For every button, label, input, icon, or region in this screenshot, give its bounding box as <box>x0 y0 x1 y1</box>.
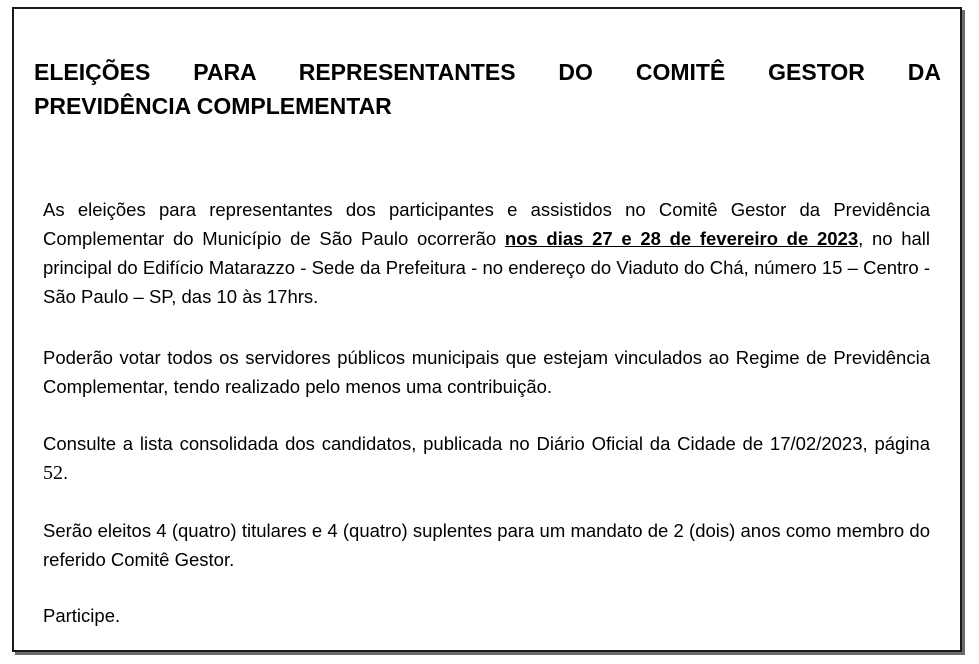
candidate-list-end: . <box>63 462 69 483</box>
notice-frame <box>12 7 962 652</box>
election-location-text: , no hall principal do Edifício Matarazzo - Sede da Prefeitura - no endereço do Viaduto do Chá, número 15 – Centro - São Paulo – SP, das 10 às 17hrs. <box>43 228 931 307</box>
election-dates-intro: As eleições para representantes dos participantes e assistidos no Comitê Gestor da Previdência Complementar do Município de São Paulo ocorrerão <box>43 199 930 249</box>
election-dates-highlight: nos dias 27 e 28 de fevereiro de 2023 <box>504 228 859 249</box>
candidate-list-paragraph <box>43 429 930 488</box>
voter-eligibility-paragraph: Poderão votar todos os servidores públicos municipais que estejam vinculados ao Regime de Previdência Complementar, tendo realizado pelo menos uma contribuição. <box>43 347 930 397</box>
elected-members-paragraph: Serão eleitos 4 (quatro) titulares e 4 (quatro) suplentes para um mandato de 2 (dois) anos como membro do referido Comitê Gestor. <box>43 520 930 570</box>
participate-paragraph: Participe. <box>43 605 121 626</box>
election-dates-paragraph <box>43 195 930 311</box>
candidate-list-page-number: 52 <box>43 462 63 484</box>
candidate-list-text: Consulte a lista consolidada dos candidatos, publicada no Diário Oficial da Cidade de 17/02/2023, página <box>43 433 930 454</box>
notice-title-line1: ELEIÇÕES PARA REPRESENTANTES DO COMITÊ GESTOR DA <box>34 59 941 85</box>
notice-title <box>34 55 941 123</box>
notice-title-line2: PREVIDÊNCIA COMPLEMENTAR <box>34 93 392 119</box>
